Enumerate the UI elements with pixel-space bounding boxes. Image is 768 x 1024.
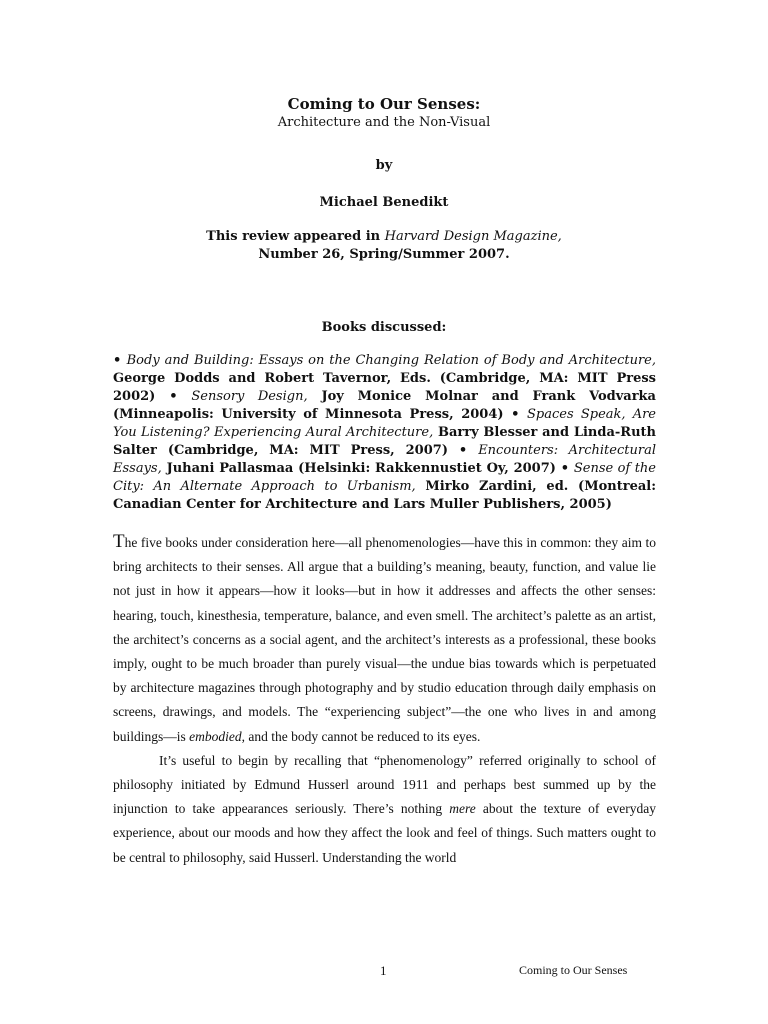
book-details: George Dodds and Robert Tavernor, Eds. (Cambridge, MA: MIT Press 2002) <box>113 371 656 404</box>
paragraph-text: he five books under consideration here—all phenomenologies—have this in common: they aim to bring architects to their senses. All argue that a building’s meaning, beauty, function, and value lie not just in how it appears—how it looks—but in how it addresses and affects the other senses: hearing, touch, kinesthesia, temperature, balance, and even smell. The architect’s palette as an artist, the architect’s concerns as a social agent, and the architect’s interests as a professional, these books imply, ought to be much broader than purely visual—the undue bias towards which is perpetuated by architecture magazines through photography and by studio education through daily emphasis on screens, drawings, and models. The “experiencing subject”—the one who lives in and among buildings—is <box>113 535 656 744</box>
books-heading: Books discussed: <box>321 320 447 335</box>
body-paragraph <box>113 749 656 870</box>
emphasis-text: mere <box>449 801 476 817</box>
book-details: Joy Monice Molnar and Frank Vodvarka (Minneapolis: University of Minnesota Press, 2004) <box>113 389 656 422</box>
drop-cap: T <box>113 531 125 552</box>
book-details: Juhani Pallasmaa (Helsinki: Rakkennustiet Oy, 2007) <box>166 461 556 476</box>
book-title: Sense of the City: An Alternate Approach to Urbanism, <box>113 461 656 494</box>
bullet-icon: • <box>169 389 178 404</box>
book-title: Encounters: Architectural Essays, <box>113 443 656 476</box>
review-body <box>113 530 656 870</box>
bullet-icon: • <box>113 353 122 368</box>
paragraph-text: , and the body cannot be reduced to its eyes. <box>241 728 481 744</box>
books-list <box>113 352 656 514</box>
document-title: Coming to Our Senses: <box>287 95 481 113</box>
bullet-icon: • <box>511 407 520 422</box>
review-note <box>0 228 768 264</box>
running-head: Coming to Our Senses <box>519 963 628 977</box>
page-footer <box>0 963 768 983</box>
paragraph-text: about the texture of everyday experience, about our moods and how they affect the look and feel of things. Such matters ought to be central to philosophy, said Husserl. Understanding the world <box>113 801 656 865</box>
review-magazine: Harvard Design Magazine, <box>384 229 562 244</box>
review-prefix: This review appeared in <box>206 229 385 244</box>
page-number: 1 <box>380 963 387 978</box>
book-details: Barry Blesser and Linda-Ruth Salter (Cambridge, MA: MIT Press, 2007) <box>113 425 657 458</box>
byline-by: by <box>375 158 393 173</box>
book-title: Body and Building: Essays on the Changing Relation of Body and Architecture, <box>126 353 656 368</box>
review-issue: Number 26, Spring/Summer 2007. <box>258 247 510 262</box>
document-subtitle: Architecture and the Non-Visual <box>277 115 491 130</box>
book-details: Mirko Zardini, ed. (Montreal: Canadian Center for Architecture and Lars Muller Publishers, 2005) <box>113 479 657 512</box>
bullet-icon: • <box>560 461 570 476</box>
body-paragraph <box>113 530 656 749</box>
author-name: Michael Benedikt <box>319 195 449 210</box>
emphasis-text: embodied <box>189 728 242 744</box>
book-title: Sensory Design, <box>191 389 308 404</box>
document-header <box>0 94 768 264</box>
paragraph-text: It’s useful to begin by recalling that “phenomenology” referred originally to school of philosophy initiated by Edmund Husserl around 1911 and perhaps best summed up by the injunction to take appearances seriously. There’s nothing <box>113 752 656 817</box>
book-title: Spaces Speak, Are You Listening? Experiencing Aural Architecture, <box>113 407 657 440</box>
bullet-icon: • <box>458 443 468 458</box>
